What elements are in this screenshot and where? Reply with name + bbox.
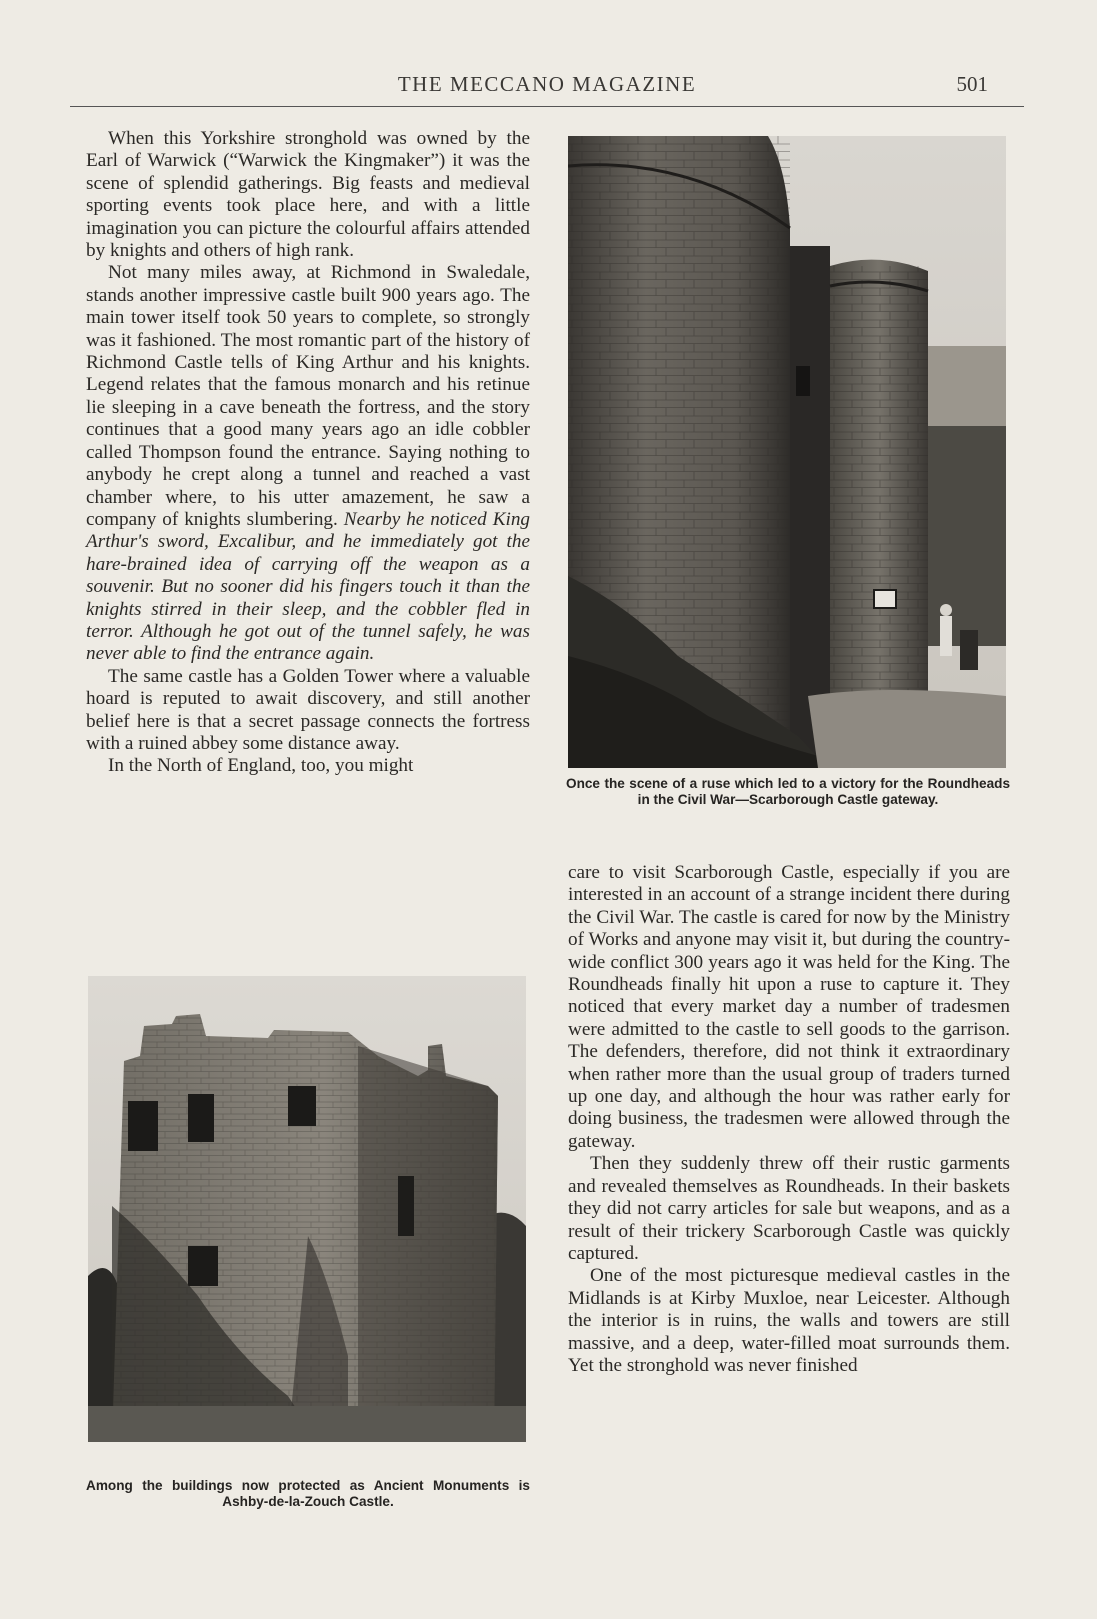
paragraph: One of the most picturesque medieval castles in the Midlands is at Kirby Muxloe, near Leicester. Although the interior is in ruins, the walls and towers are still massive, and a deep, water-filled moat surrounds them. Yet the stronghold was never finished: [568, 1265, 1010, 1376]
magazine-title: THE MECCANO MAGAZINE: [397, 72, 697, 96]
scarborough-photo-caption: Once the scene of a ruse which led to a victory for the Roundheads in the Civil War—Scarborough Castle gateway.: [566, 776, 1010, 807]
page-number: 501: [956, 72, 988, 96]
paragraph: The same castle has a Golden Tower where a valuable hoard is reputed to await discovery, and still another belief here is that a secret passage connects the fortress with a ruined abbey some distance away.: [86, 665, 530, 754]
ashby-photo-caption: Among the buildings now protected as Ancient Monuments is Ashby-de-la-Zouch Castle.: [86, 1478, 530, 1509]
paragraph: In the North of England, too, you might: [108, 755, 414, 777]
ashby-castle-photo: [88, 976, 526, 1442]
scarborough-castle-photo: [568, 136, 1006, 768]
paragraph: Then they suddenly threw off their rustic garments and revealed themselves as Roundheads. In their baskets they did not carry articles for sale but weapons, and as a result of their trickery Scarborough Castle was quickly captured.: [568, 1153, 1010, 1264]
italic-passage: Nearby he noticed King Arthur's sword, Excalibur, and he immediately got the hare-brained idea of carrying off the weapon as a souvenir. But no sooner did his fingers touch it than the knights stirred in their sleep, and the cobbler fled in terror. Although he got out of the tunnel safely, he was never able to find the entrance again.: [86, 508, 531, 665]
paragraph: When this Yorkshire stronghold was owned by the Earl of Warwick (“Warwick the Kingmaker”) it was the scene of splendid gatherings. Big feasts and medieval sporting events took place here, and with a little imagination you can picture the colourful affairs attended by knights and others of high rank.: [86, 128, 530, 262]
right-column-text: [568, 862, 1010, 1377]
header-rule: [70, 106, 1024, 107]
paragraph: [86, 262, 530, 665]
paragraph-text: Not many miles away, at Richmond in Swaledale, stands another impressive castle built 900 years ago. The main tower itself took 50 years to complete, so strongly was it fashioned. The most romantic part of the history of Richmond Castle tells of King Arthur and his knights. Legend relates that the famous monarch and his retinue lie sleeping in a cave beneath the fortress, and the story continues that a good many years ago an idle cobbler called Thompson found the entrance. Saying nothing to anybody he crept along a tunnel and reached a vast chamber where, to his utter amazement, he saw a company of knights slumbering.: [86, 262, 530, 530]
paragraph: care to visit Scarborough Castle, especially if you are interested in an account of a strange incident there during the Civil War. The castle is cared for now by the Ministry of Works and anyone may visit it, but during the country-wide conflict 300 years ago it was held for the King. The Roundheads finally hit upon a ruse to capture it. They noticed that every market day a number of tradesmen were admitted to the castle to sell goods to the garrison. The defenders, therefore, did not think it extraordinary when rather more than the usual group of traders turned up one day, and although the hour was rather early for doing business, the tradesmen were allowed through the gateway.: [568, 862, 1010, 1152]
left-column-text: [86, 128, 530, 778]
page-header: [70, 66, 1024, 100]
